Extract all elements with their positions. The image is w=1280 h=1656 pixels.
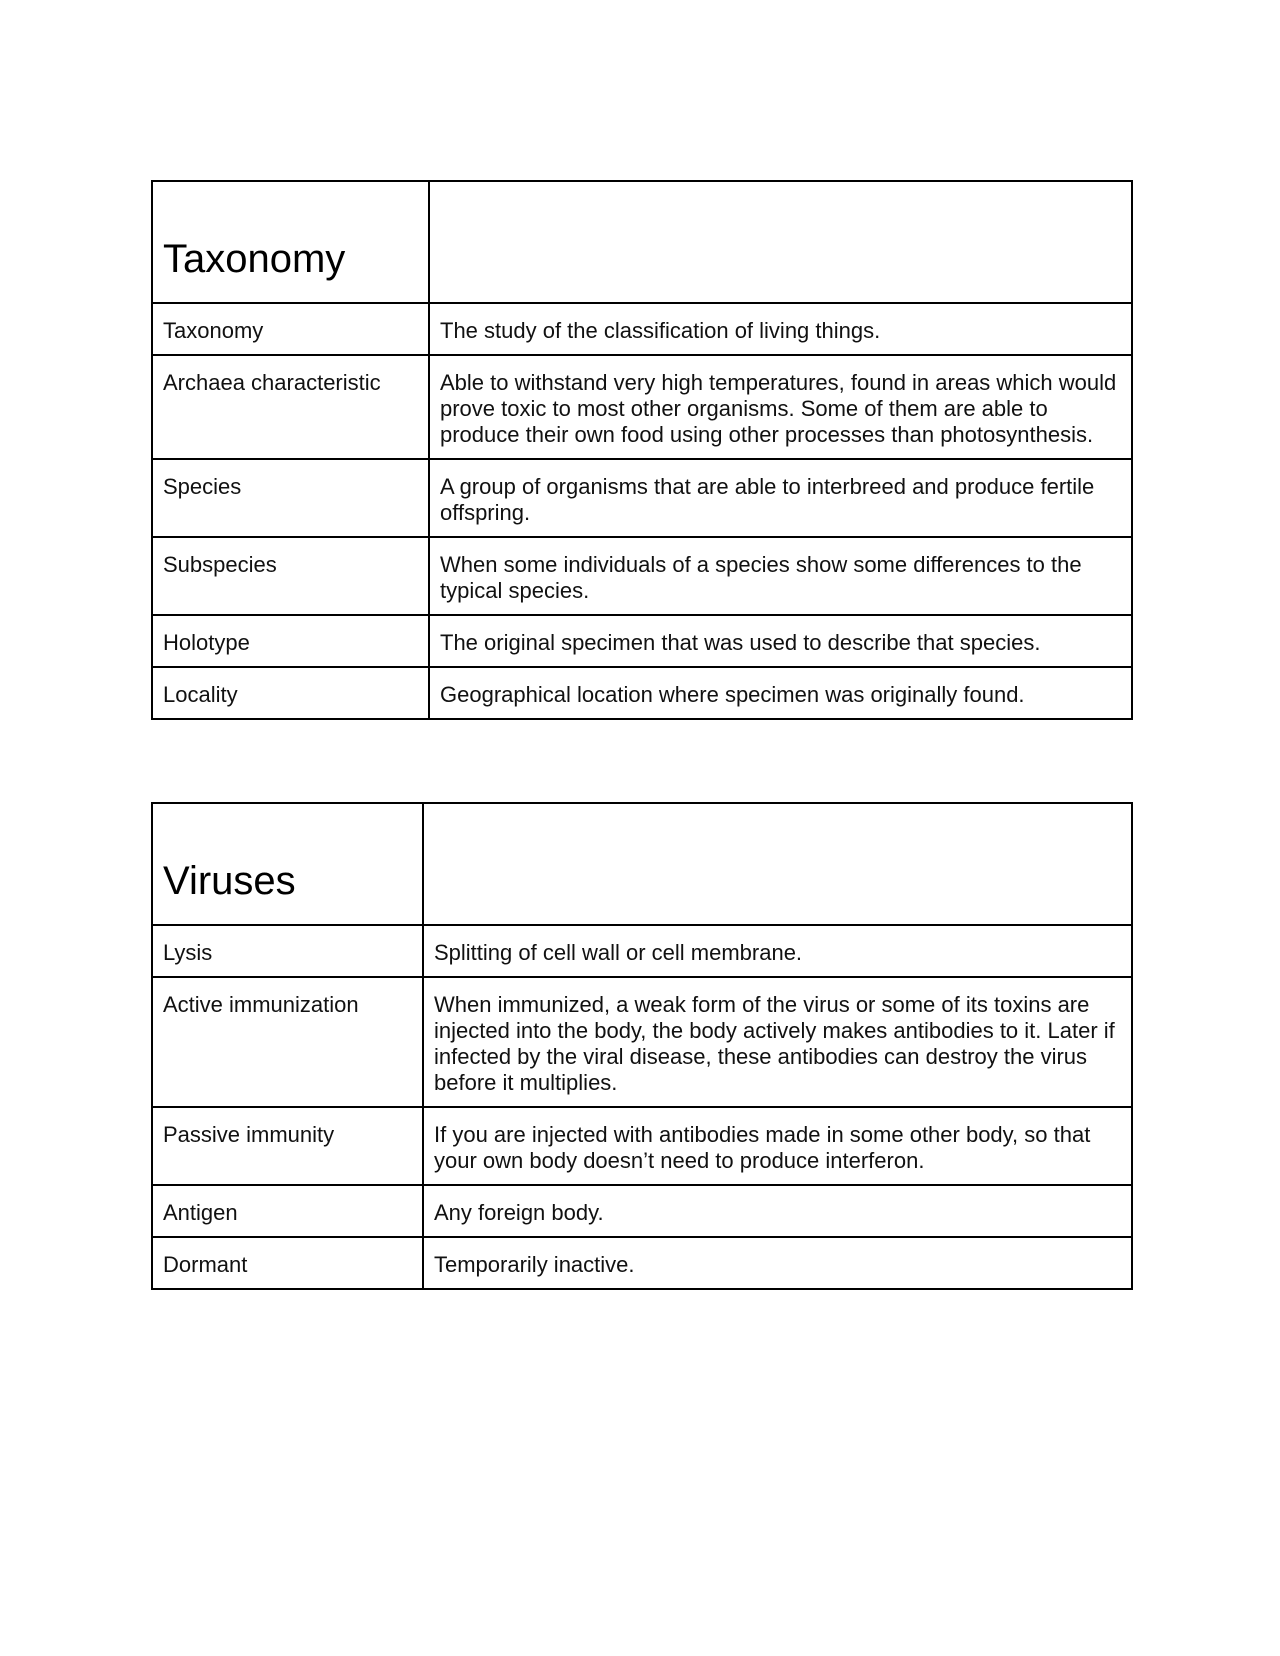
table-row <box>152 977 1132 1107</box>
table-row <box>152 303 1132 355</box>
term-cell: Holotype <box>152 615 429 667</box>
table-row <box>152 1185 1132 1237</box>
table-row <box>152 615 1132 667</box>
table-row <box>152 925 1132 977</box>
section-title: Viruses <box>163 859 296 903</box>
definition-cell: The study of the classification of living things. <box>429 303 1132 355</box>
definition-cell: A group of organisms that are able to interbreed and produce fertile offspring. <box>429 459 1132 537</box>
term-cell: Active immunization <box>152 977 423 1107</box>
viruses-table <box>151 802 1133 1290</box>
definition-cell: If you are injected with antibodies made in some other body, so that your own body doesn’t need to produce interferon. <box>423 1107 1132 1185</box>
definition-cell: When immunized, a weak form of the virus or some of its toxins are injected into the body, the body actively makes antibodies to it. Later if infected by the viral disease, these antibodies can destroy the virus before it multiplies. <box>423 977 1132 1107</box>
definition-cell: Geographical location where specimen was originally found. <box>429 667 1132 719</box>
table-header-row <box>152 803 1132 925</box>
table-row <box>152 537 1132 615</box>
empty-header-cell <box>423 803 1132 925</box>
taxonomy-table <box>151 180 1133 720</box>
table-row <box>152 1107 1132 1185</box>
term-cell: Archaea characteristic <box>152 355 429 459</box>
definition-cell: Temporarily inactive. <box>423 1237 1132 1289</box>
definition-cell: When some individuals of a species show some differences to the typical species. <box>429 537 1132 615</box>
term-cell: Taxonomy <box>152 303 429 355</box>
term-cell: Species <box>152 459 429 537</box>
term-cell: Passive immunity <box>152 1107 423 1185</box>
term-cell: Lysis <box>152 925 423 977</box>
term-cell: Dormant <box>152 1237 423 1289</box>
table-row <box>152 459 1132 537</box>
table-header-row <box>152 181 1132 303</box>
section-title-cell <box>152 803 423 925</box>
definition-cell: The original specimen that was used to describe that species. <box>429 615 1132 667</box>
section-title-cell <box>152 181 429 303</box>
term-cell: Locality <box>152 667 429 719</box>
empty-header-cell <box>429 181 1132 303</box>
table-row <box>152 355 1132 459</box>
definition-cell: Splitting of cell wall or cell membrane. <box>423 925 1132 977</box>
definition-cell: Any foreign body. <box>423 1185 1132 1237</box>
section-title: Taxonomy <box>163 237 346 281</box>
definition-cell: Able to withstand very high temperatures, found in areas which would prove toxic to most other organisms. Some of them are able to produce their own food using other processes than photosynthesis. <box>429 355 1132 459</box>
table-row <box>152 667 1132 719</box>
term-cell: Subspecies <box>152 537 429 615</box>
term-cell: Antigen <box>152 1185 423 1237</box>
table-row <box>152 1237 1132 1289</box>
